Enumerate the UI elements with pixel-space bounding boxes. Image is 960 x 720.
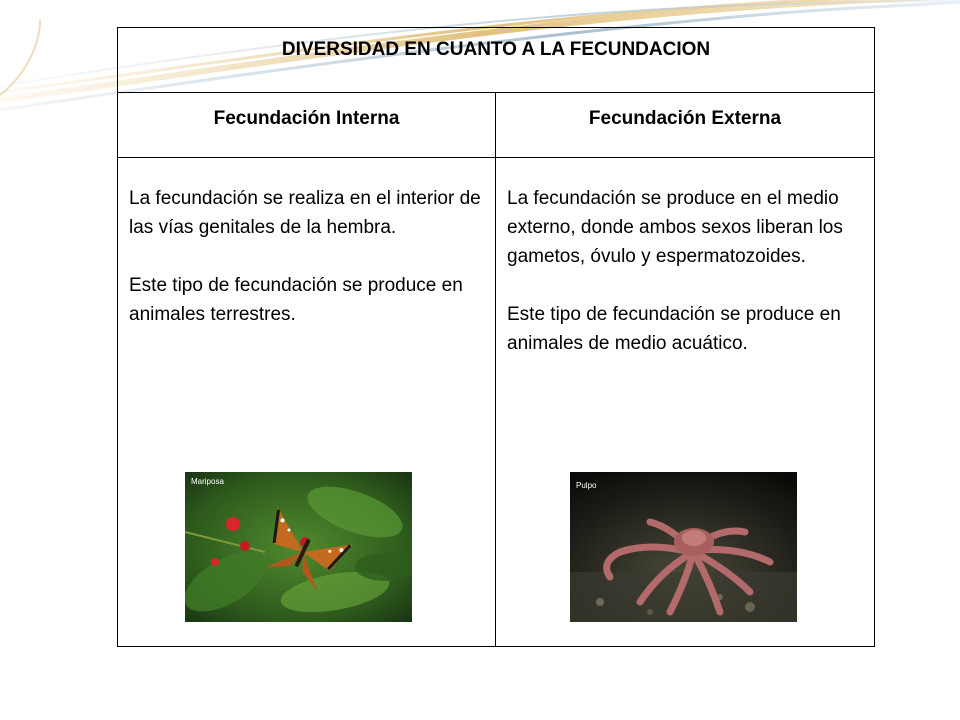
- external-paragraph-2: Este tipo de fecundación se produce en animales de medio acuático.: [507, 304, 841, 354]
- internal-paragraph-1: La fecundación se realiza en el interior de las vías genitales de la hembra.: [129, 188, 481, 238]
- column-heading-external: Fecundación Externa: [588, 108, 782, 129]
- table-title: DIVERSIDAD EN CUANTO A LA FECUNDACION: [281, 39, 711, 60]
- internal-paragraph-2: Este tipo de fecundación se produce en animales terrestres.: [129, 275, 463, 325]
- internal-description-cell: [118, 158, 496, 647]
- table-title-cell: [118, 28, 875, 93]
- column-heading-external-cell: [496, 93, 875, 158]
- fecundation-table: [117, 27, 875, 647]
- external-description-cell: [496, 158, 875, 647]
- column-heading-internal-cell: [118, 93, 496, 158]
- octopus-photo: [570, 472, 797, 622]
- column-heading-internal: Fecundación Interna: [213, 108, 400, 129]
- butterfly-photo-label: Mariposa: [191, 477, 224, 486]
- external-paragraph-1: La fecundación se produce en el medio externo, donde ambos sexos liberan los gametos, óvulo y espermatozoides.: [507, 188, 843, 267]
- butterfly-photo: [185, 472, 412, 622]
- octopus-photo-label: Pulpo: [576, 481, 597, 490]
- octopus-image: [570, 472, 797, 622]
- butterfly-image: [185, 472, 412, 622]
